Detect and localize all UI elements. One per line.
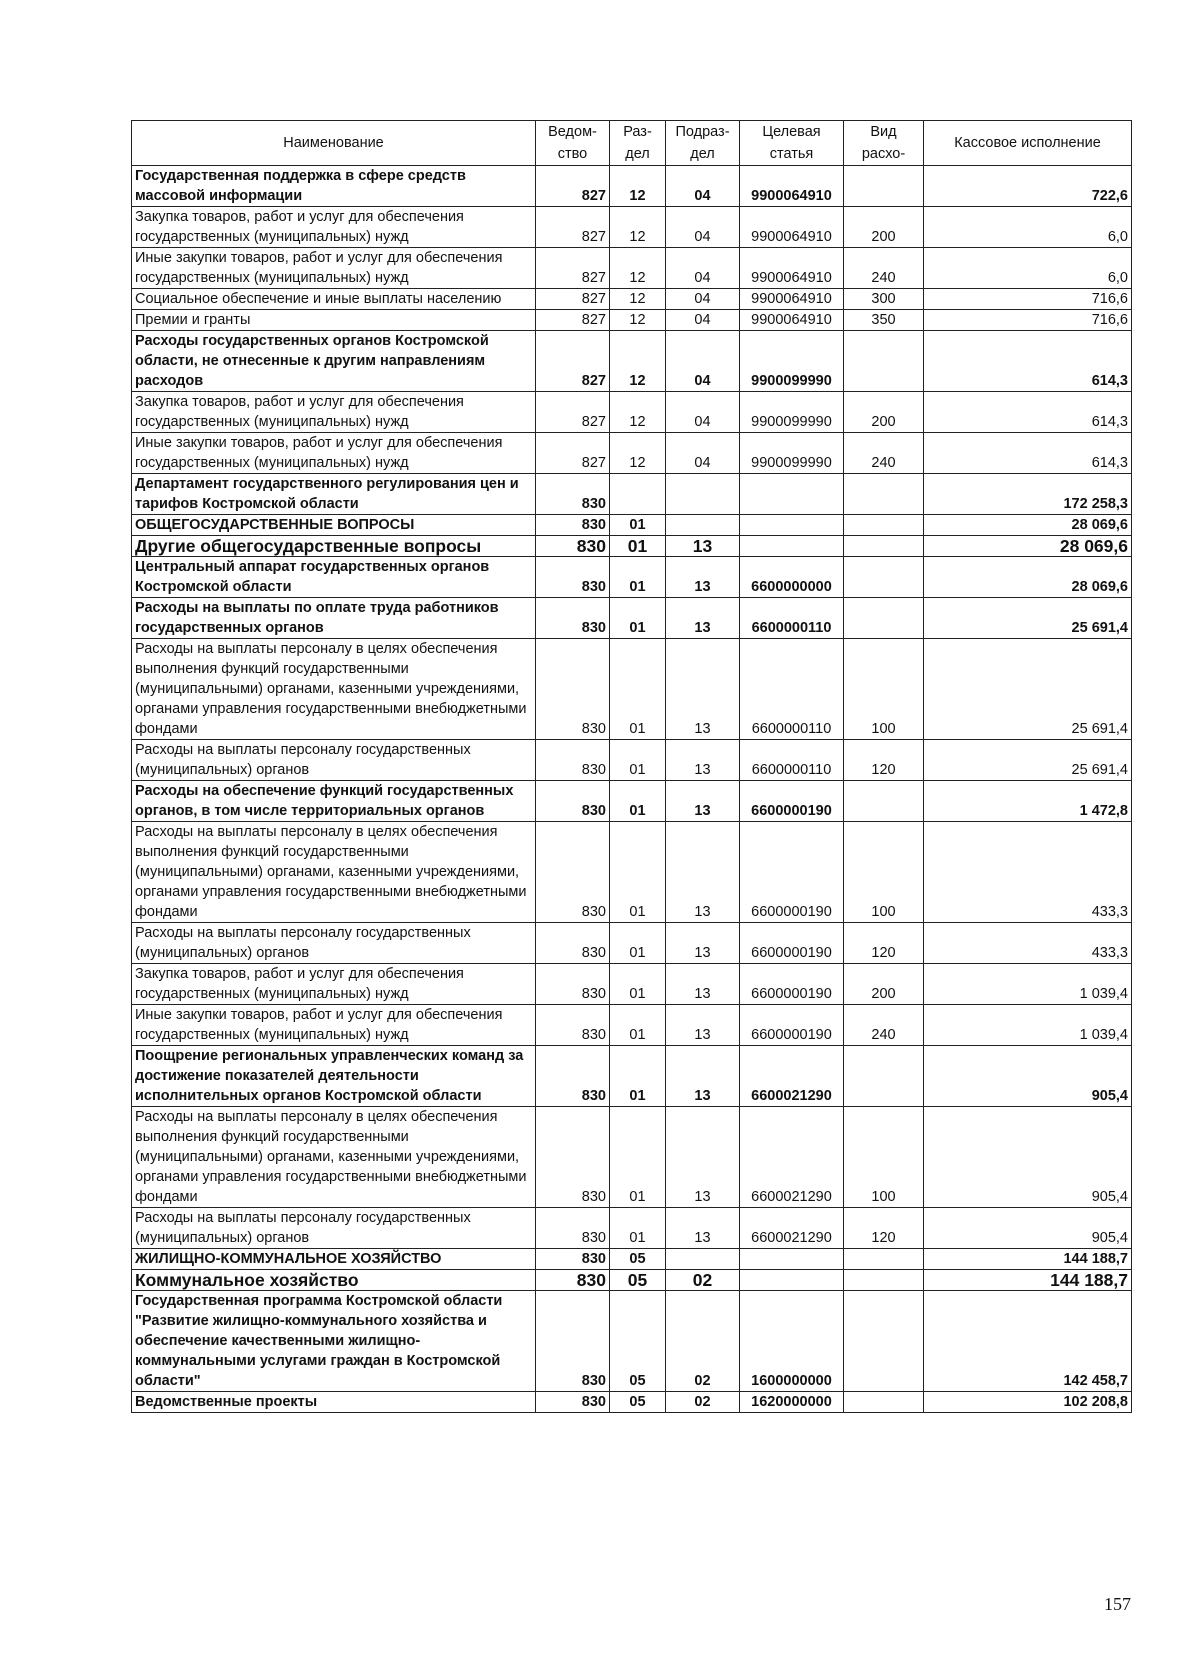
- cell-kassa: 6,0: [924, 207, 1132, 248]
- cell-vid: 100: [844, 639, 924, 740]
- cell-kassa: 716,6: [924, 289, 1132, 310]
- cell-razdel: 01: [610, 822, 666, 923]
- cell-name: Ведомственные проекты: [132, 1392, 536, 1413]
- cell-vid: 300: [844, 289, 924, 310]
- cell-ved: 827: [536, 331, 610, 392]
- cell-ved: 830: [536, 1107, 610, 1208]
- cell-vid: 120: [844, 740, 924, 781]
- cell-kassa: 1 472,8: [924, 781, 1132, 822]
- cell-name: Расходы на выплаты персоналу государственных (муниципальных) органов: [132, 923, 536, 964]
- cell-statya: [740, 536, 844, 557]
- table-row: [132, 822, 1132, 923]
- cell-vid: 200: [844, 207, 924, 248]
- cell-vid: [844, 557, 924, 598]
- cell-vid: 100: [844, 822, 924, 923]
- cell-podrazdel: [666, 474, 740, 515]
- cell-razdel: 01: [610, 923, 666, 964]
- cell-podrazdel: 13: [666, 781, 740, 822]
- cell-ved: 830: [536, 822, 610, 923]
- cell-name: Закупка товаров, работ и услуг для обеспечения государственных (муниципальных) нужд: [132, 964, 536, 1005]
- cell-name: Государственная программа Костромской области "Развитие жилищно-коммунального хозяйства и обеспечение качественными жилищно-коммунальными услугами граждан в Костромской области": [132, 1291, 536, 1392]
- cell-podrazdel: 04: [666, 331, 740, 392]
- cell-podrazdel: 04: [666, 207, 740, 248]
- cell-vid: 200: [844, 392, 924, 433]
- cell-podrazdel: 04: [666, 289, 740, 310]
- cell-ved: 830: [536, 964, 610, 1005]
- cell-statya: 9900064910: [740, 207, 844, 248]
- cell-podrazdel: 13: [666, 1107, 740, 1208]
- cell-vid: 240: [844, 433, 924, 474]
- table-row: [132, 536, 1132, 557]
- table-row: [132, 1005, 1132, 1046]
- cell-name: Расходы на выплаты персоналу государственных (муниципальных) органов: [132, 740, 536, 781]
- cell-podrazdel: 13: [666, 923, 740, 964]
- table-body: [132, 166, 1132, 1413]
- cell-razdel: 12: [610, 392, 666, 433]
- table-row: [132, 1046, 1132, 1107]
- table-row: [132, 1392, 1132, 1413]
- cell-vid: 350: [844, 310, 924, 331]
- cell-razdel: 12: [610, 289, 666, 310]
- cell-podrazdel: 13: [666, 536, 740, 557]
- cell-ved: 830: [536, 781, 610, 822]
- table-row: [132, 1291, 1132, 1392]
- cell-name: Премии и гранты: [132, 310, 536, 331]
- cell-podrazdel: 13: [666, 598, 740, 639]
- cell-statya: 6600021290: [740, 1046, 844, 1107]
- cell-kassa: 1 039,4: [924, 964, 1132, 1005]
- cell-kassa: 905,4: [924, 1208, 1132, 1249]
- cell-statya: 6600000000: [740, 557, 844, 598]
- cell-kassa: 102 208,8: [924, 1392, 1132, 1413]
- table-row: [132, 1270, 1132, 1291]
- cell-podrazdel: 13: [666, 964, 740, 1005]
- cell-razdel: 12: [610, 310, 666, 331]
- cell-statya: 6600000110: [740, 740, 844, 781]
- table-row: [132, 1249, 1132, 1270]
- cell-podrazdel: 04: [666, 392, 740, 433]
- header-row: [132, 121, 1132, 166]
- cell-name: ЖИЛИЩНО-КОММУНАЛЬНОЕ ХОЗЯЙСТВО: [132, 1249, 536, 1270]
- table-row: [132, 289, 1132, 310]
- cell-razdel: 01: [610, 781, 666, 822]
- cell-statya: 6600000190: [740, 923, 844, 964]
- cell-vid: 240: [844, 248, 924, 289]
- cell-statya: 6600000190: [740, 1005, 844, 1046]
- cell-ved: 830: [536, 515, 610, 536]
- cell-statya: 9900064910: [740, 248, 844, 289]
- cell-vid: [844, 474, 924, 515]
- cell-statya: 1600000000: [740, 1291, 844, 1392]
- cell-ved: 827: [536, 310, 610, 331]
- table-row: [132, 639, 1132, 740]
- cell-vid: 120: [844, 1208, 924, 1249]
- cell-kassa: 433,3: [924, 923, 1132, 964]
- cell-podrazdel: 04: [666, 310, 740, 331]
- cell-podrazdel: 13: [666, 1046, 740, 1107]
- cell-razdel: 01: [610, 740, 666, 781]
- cell-kassa: 614,3: [924, 392, 1132, 433]
- table-row: [132, 740, 1132, 781]
- header-ved: Ведом-ство: [536, 121, 610, 166]
- table-row: [132, 392, 1132, 433]
- cell-statya: 6600021290: [740, 1208, 844, 1249]
- cell-podrazdel: 04: [666, 433, 740, 474]
- cell-vid: 240: [844, 1005, 924, 1046]
- cell-razdel: 01: [610, 639, 666, 740]
- cell-name: Иные закупки товаров, работ и услуг для обеспечения государственных (муниципальных) нужд: [132, 248, 536, 289]
- cell-statya: [740, 474, 844, 515]
- cell-vid: 200: [844, 964, 924, 1005]
- cell-vid: 100: [844, 1107, 924, 1208]
- cell-name: Государственная поддержка в сфере средств массовой информации: [132, 166, 536, 207]
- cell-razdel: 05: [610, 1249, 666, 1270]
- cell-name: Центральный аппарат государственных органов Костромской области: [132, 557, 536, 598]
- cell-ved: 830: [536, 639, 610, 740]
- cell-razdel: 01: [610, 598, 666, 639]
- table-row: [132, 433, 1132, 474]
- cell-podrazdel: 04: [666, 166, 740, 207]
- cell-statya: 9900064910: [740, 310, 844, 331]
- cell-razdel: 01: [610, 1107, 666, 1208]
- cell-vid: [844, 166, 924, 207]
- cell-razdel: 12: [610, 248, 666, 289]
- table-row: [132, 310, 1132, 331]
- cell-razdel: [610, 474, 666, 515]
- cell-ved: 827: [536, 289, 610, 310]
- cell-razdel: 01: [610, 557, 666, 598]
- header-name: Наименование: [132, 121, 536, 166]
- cell-statya: [740, 1270, 844, 1291]
- cell-razdel: 01: [610, 1046, 666, 1107]
- cell-kassa: 172 258,3: [924, 474, 1132, 515]
- table-row: [132, 1208, 1132, 1249]
- cell-podrazdel: [666, 515, 740, 536]
- cell-kassa: 722,6: [924, 166, 1132, 207]
- cell-vid: [844, 598, 924, 639]
- header-vid: Вид расхо-: [844, 121, 924, 166]
- cell-name: Расходы на выплаты персоналу государственных (муниципальных) органов: [132, 1208, 536, 1249]
- header-statya: Целевая статья: [740, 121, 844, 166]
- cell-podrazdel: 04: [666, 248, 740, 289]
- cell-ved: 827: [536, 392, 610, 433]
- cell-razdel: 12: [610, 433, 666, 474]
- cell-ved: 827: [536, 207, 610, 248]
- cell-ved: 830: [536, 1270, 610, 1291]
- cell-ved: 830: [536, 1392, 610, 1413]
- cell-name: Иные закупки товаров, работ и услуг для обеспечения государственных (муниципальных) нужд: [132, 433, 536, 474]
- table-row: [132, 557, 1132, 598]
- cell-ved: 830: [536, 1249, 610, 1270]
- cell-name: Расходы на выплаты персоналу в целях обеспечения выполнения функций государственными (муниципальными) органами, казенными учреждениями, органами управления государственными внебюджетными фондами: [132, 639, 536, 740]
- cell-statya: 9900099990: [740, 392, 844, 433]
- cell-kassa: 614,3: [924, 331, 1132, 392]
- table-header: [132, 121, 1132, 166]
- header-razdel: Раз-дел: [610, 121, 666, 166]
- cell-name: Закупка товаров, работ и услуг для обеспечения государственных (муниципальных) нужд: [132, 207, 536, 248]
- cell-ved: 830: [536, 598, 610, 639]
- cell-vid: 120: [844, 923, 924, 964]
- cell-kassa: 25 691,4: [924, 740, 1132, 781]
- cell-name: Расходы государственных органов Костромской области, не отнесенные к другим направлениям расходов: [132, 331, 536, 392]
- cell-vid: [844, 1392, 924, 1413]
- cell-ved: 830: [536, 1005, 610, 1046]
- table-row: [132, 964, 1132, 1005]
- cell-statya: 6600000190: [740, 781, 844, 822]
- cell-kassa: 144 188,7: [924, 1270, 1132, 1291]
- cell-name: Социальное обеспечение и иные выплаты населению: [132, 289, 536, 310]
- cell-vid: [844, 331, 924, 392]
- cell-kassa: 142 458,7: [924, 1291, 1132, 1392]
- cell-name: Расходы на выплаты по оплате труда работников государственных органов: [132, 598, 536, 639]
- cell-ved: 827: [536, 248, 610, 289]
- cell-name: Закупка товаров, работ и услуг для обеспечения государственных (муниципальных) нужд: [132, 392, 536, 433]
- cell-name: Поощрение региональных управленческих команд за достижение показателей деятельности исполнительных органов Костромской области: [132, 1046, 536, 1107]
- table-row: [132, 781, 1132, 822]
- cell-razdel: 01: [610, 536, 666, 557]
- cell-razdel: 12: [610, 166, 666, 207]
- header-kassa: Кассовое исполнение: [924, 121, 1132, 166]
- cell-ved: 830: [536, 1046, 610, 1107]
- cell-kassa: 25 691,4: [924, 598, 1132, 639]
- table-row: [132, 331, 1132, 392]
- cell-razdel: 01: [610, 1005, 666, 1046]
- cell-vid: [844, 781, 924, 822]
- cell-podrazdel: 13: [666, 557, 740, 598]
- cell-statya: 6600000190: [740, 964, 844, 1005]
- cell-name: Департамент государственного регулирования цен и тарифов Костромской области: [132, 474, 536, 515]
- cell-name: Расходы на выплаты персоналу в целях обеспечения выполнения функций государственными (муниципальными) органами, казенными учреждениями, органами управления государственными внебюджетными фондами: [132, 822, 536, 923]
- cell-statya: 6600021290: [740, 1107, 844, 1208]
- page-number: 157: [1104, 1594, 1131, 1614]
- cell-podrazdel: 02: [666, 1392, 740, 1413]
- table-row: [132, 923, 1132, 964]
- cell-kassa: 614,3: [924, 433, 1132, 474]
- table-row: [132, 515, 1132, 536]
- cell-kassa: 905,4: [924, 1046, 1132, 1107]
- cell-vid: [844, 1046, 924, 1107]
- table-row: [132, 598, 1132, 639]
- cell-ved: 827: [536, 433, 610, 474]
- cell-ved: 830: [536, 740, 610, 781]
- cell-razdel: 01: [610, 1208, 666, 1249]
- cell-podrazdel: 13: [666, 639, 740, 740]
- cell-name: Коммунальное хозяйство: [132, 1270, 536, 1291]
- cell-ved: 830: [536, 1291, 610, 1392]
- cell-podrazdel: 13: [666, 822, 740, 923]
- cell-razdel: 12: [610, 331, 666, 392]
- cell-statya: 9900064910: [740, 289, 844, 310]
- cell-kassa: 25 691,4: [924, 639, 1132, 740]
- cell-ved: 830: [536, 1208, 610, 1249]
- cell-vid: [844, 1291, 924, 1392]
- cell-name: Расходы на выплаты персоналу в целях обеспечения выполнения функций государственными (муниципальными) органами, казенными учреждениями, органами управления государственными внебюджетными фондами: [132, 1107, 536, 1208]
- budget-table: [131, 120, 1132, 1413]
- cell-statya: 6600000110: [740, 598, 844, 639]
- cell-name: Иные закупки товаров, работ и услуг для обеспечения государственных (муниципальных) нужд: [132, 1005, 536, 1046]
- cell-razdel: 05: [610, 1291, 666, 1392]
- cell-razdel: 01: [610, 964, 666, 1005]
- cell-kassa: 433,3: [924, 822, 1132, 923]
- cell-ved: 830: [536, 557, 610, 598]
- cell-razdel: 01: [610, 515, 666, 536]
- cell-statya: [740, 1249, 844, 1270]
- table-row: [132, 474, 1132, 515]
- cell-ved: 830: [536, 536, 610, 557]
- cell-vid: [844, 1249, 924, 1270]
- cell-podrazdel: 13: [666, 740, 740, 781]
- cell-ved: 830: [536, 923, 610, 964]
- cell-vid: [844, 515, 924, 536]
- cell-podrazdel: [666, 1249, 740, 1270]
- cell-kassa: 6,0: [924, 248, 1132, 289]
- cell-podrazdel: 13: [666, 1005, 740, 1046]
- cell-razdel: 12: [610, 207, 666, 248]
- cell-kassa: 144 188,7: [924, 1249, 1132, 1270]
- cell-statya: 9900099990: [740, 331, 844, 392]
- cell-kassa: 716,6: [924, 310, 1132, 331]
- table-row: [132, 166, 1132, 207]
- cell-kassa: 1 039,4: [924, 1005, 1132, 1046]
- cell-vid: [844, 1270, 924, 1291]
- cell-vid: [844, 536, 924, 557]
- cell-kassa: 28 069,6: [924, 536, 1132, 557]
- cell-name: Другие общегосударственные вопросы: [132, 536, 536, 557]
- cell-kassa: 905,4: [924, 1107, 1132, 1208]
- cell-name: Расходы на обеспечение функций государственных органов, в том числе территориальных органов: [132, 781, 536, 822]
- cell-ved: 827: [536, 166, 610, 207]
- cell-statya: 6600000190: [740, 822, 844, 923]
- cell-podrazdel: 02: [666, 1270, 740, 1291]
- cell-kassa: 28 069,6: [924, 515, 1132, 536]
- cell-statya: 6600000110: [740, 639, 844, 740]
- cell-razdel: 05: [610, 1270, 666, 1291]
- cell-razdel: 05: [610, 1392, 666, 1413]
- header-podrazdel: Подраз-дел: [666, 121, 740, 166]
- cell-kassa: 28 069,6: [924, 557, 1132, 598]
- cell-ved: 830: [536, 474, 610, 515]
- cell-statya: 9900099990: [740, 433, 844, 474]
- table-row: [132, 207, 1132, 248]
- cell-statya: [740, 515, 844, 536]
- cell-podrazdel: 02: [666, 1291, 740, 1392]
- table-row: [132, 248, 1132, 289]
- cell-statya: 9900064910: [740, 166, 844, 207]
- cell-statya: 1620000000: [740, 1392, 844, 1413]
- cell-name: ОБЩЕГОСУДАРСТВЕННЫЕ ВОПРОСЫ: [132, 515, 536, 536]
- cell-podrazdel: 13: [666, 1208, 740, 1249]
- table-row: [132, 1107, 1132, 1208]
